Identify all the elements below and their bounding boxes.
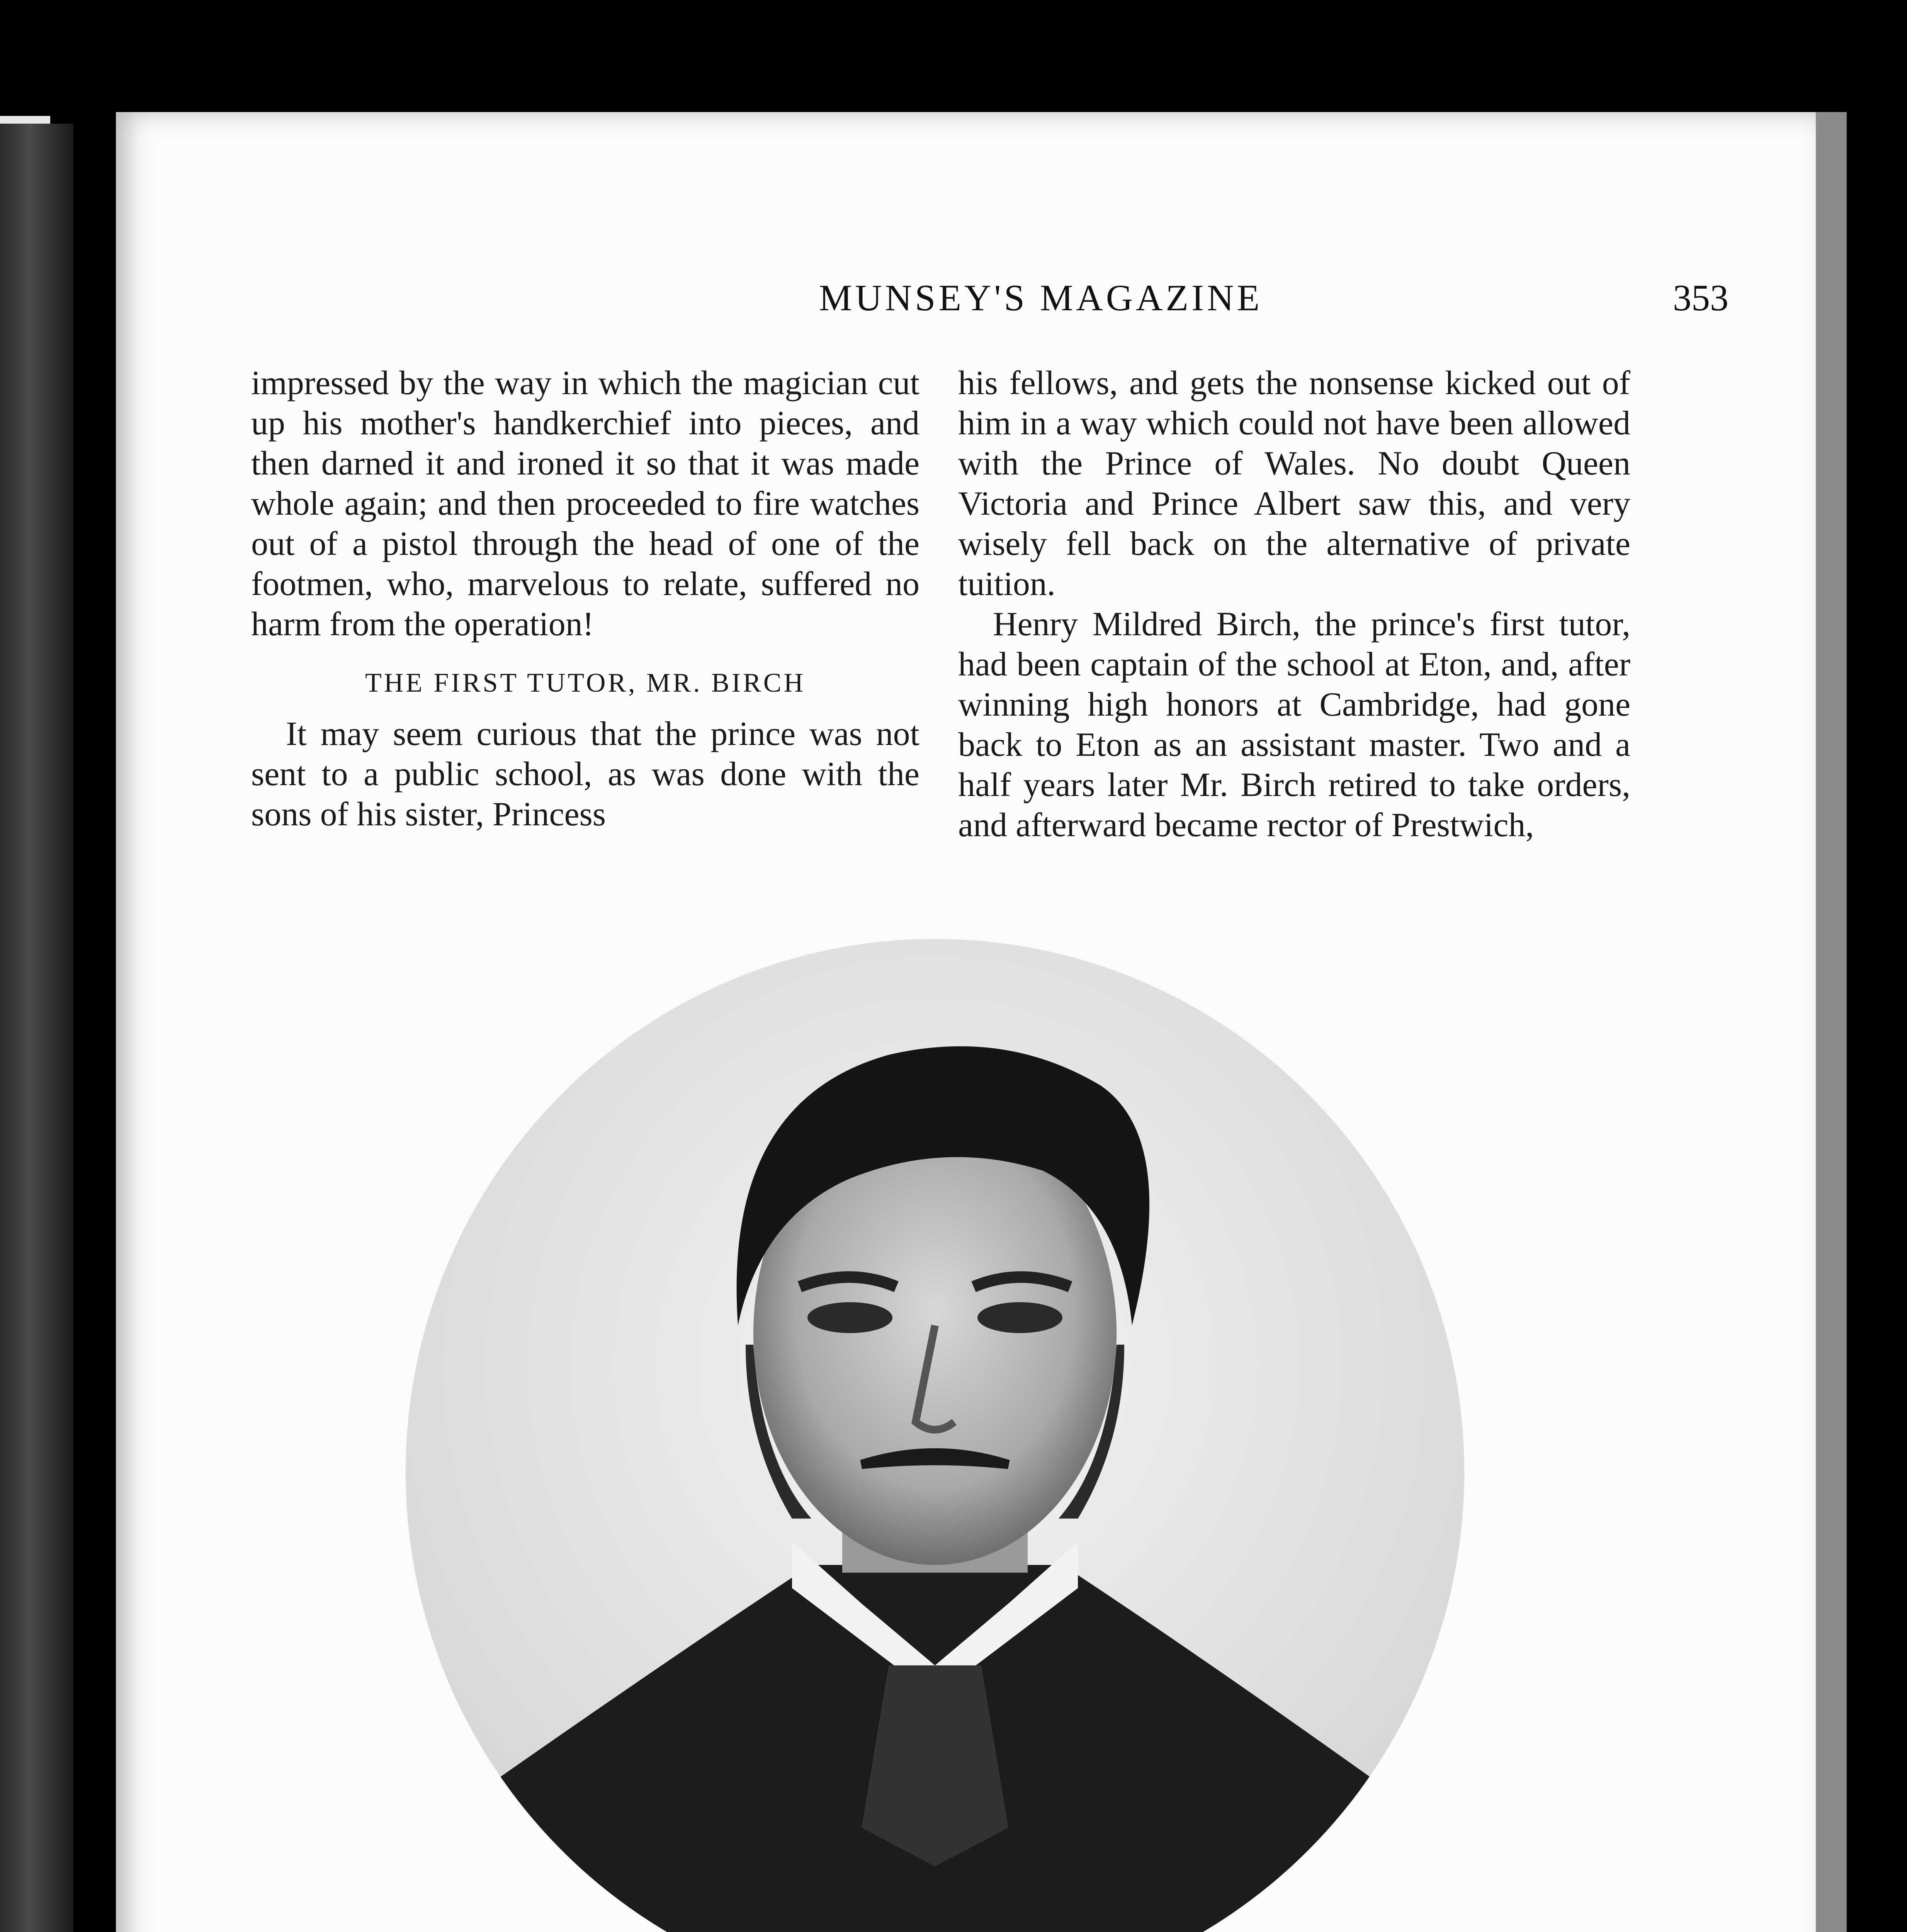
column-top-right (958, 363, 1630, 845)
paragraph: Henry Mildred Birch, the prince's first tutor, had been captain of the school at Eton, and, after winning high honors at Cambridge, had gone back to Eton as an assistant master. Two and a half years later Mr. Birch retired to take orders, and afterward became rector of Prestwich, (958, 605, 1630, 844)
page-number: 353 (1673, 277, 1729, 318)
section-subheading: THE FIRST TUTOR, MR. BIRCH (365, 668, 806, 698)
book-spine (0, 124, 73, 1932)
paragraph: impressed by the way in which the magician cut up his mother's handkerchief into pieces, and then darned it and ironed it so that it was made whole again; and then proceeded to fire watches out of a pistol through the head of one of the footmen, who, marvelous to relate, suffered no harm from the operation! (251, 364, 920, 643)
running-title: MUNSEY'S MAGAZINE (819, 277, 1263, 318)
paragraph: It may seem curious that the prince was not sent to a public school, as was done with the sons of his sister, Princess (251, 715, 920, 833)
page-header (116, 276, 1816, 334)
column-top-left (251, 363, 920, 835)
paragraph: his fellows, and gets the nonsense kicked out of him in a way which could not have been allowed with the Prince of Wales. No doubt Queen Victoria and Prince Albert saw this, and very wisely fell back on the alternative of private tuition. (958, 364, 1630, 603)
page-edge-shadow (1816, 112, 1847, 1932)
